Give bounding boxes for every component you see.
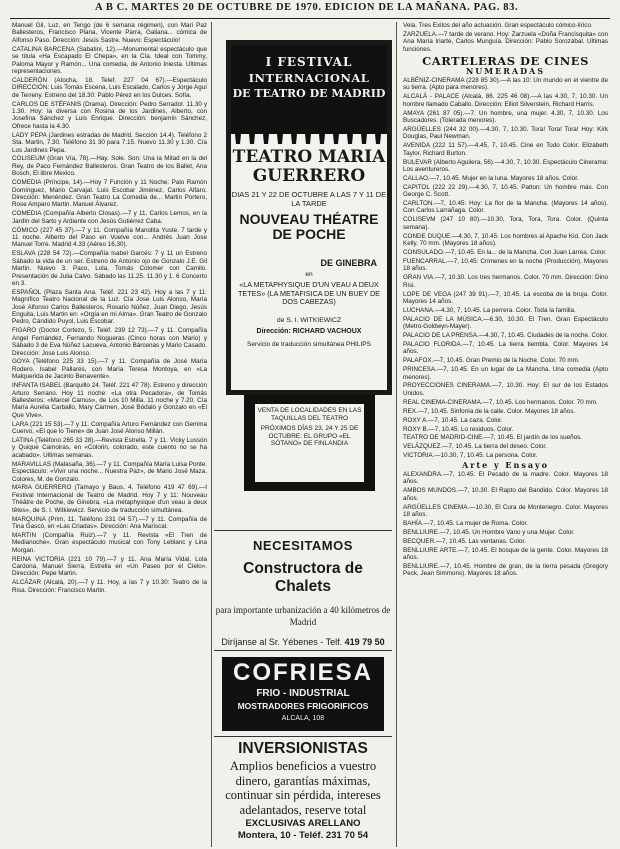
listing-entry: ESLAVA (228 54 72).—Compañía Isabel Garcés: 7 y 11 un Estreno Sábado la vida de un ser. Estreno de Antonio ojo de Gonzalo J.E. Gil Martin. Nuevo 3. Paco, Lola, Tomás Colomer con Camilo. Presentación de Julia Calvo. Sábado las 11.25. 11.30 y 1. 6 Concerto en 3. — [12, 250, 207, 287]
festival-title-line: I FESTIVAL — [265, 55, 353, 69]
cinema-entry: COLISEVM (247 10 80).—10.30, Tora, Tora, Tora. Color. (Quinta semana). — [403, 216, 608, 231]
ad-divider — [214, 736, 392, 737]
cinema-entry: CONDE DUQUE.—4.30, 7, 10.45: Los hombres al Apache Kid. Con Jack Kelly. 70 mm. (Mayores 18 años). — [403, 232, 608, 248]
column-divider — [211, 22, 212, 847]
play-director: Dirección: RICHARD VACHOUX — [256, 328, 362, 335]
ad-contact — [214, 637, 392, 647]
ad-phone: 419 79 50 — [344, 637, 385, 647]
listing-entry: ZARZUELA.—7 tarde de verano. Hoy: Zarzuela «Doña Francisquita» con Ana María Iriarte, Carlos Munguía. Dirección: Pablo Sorozábal. Ultimas funciones. — [403, 30, 608, 53]
theatre-name: TEATRO MARIA GUERRERO — [232, 147, 386, 186]
listing-entry: CÓMICO (227 45 37).—7 y 11. Compañía Manolita Yuste. 7 tarde y 11 noche. Alberto del Paso en Vuelve con... Andrés Juan Jose Manuel Torre. Madrid 4.33 (Aéreo 16,30). — [12, 226, 207, 249]
ad-divider — [214, 530, 392, 531]
listing-entry: ESPAÑOL (Plaza Santa Ana. Teléf. 221 23 42). Hoy a las 7 y 11: Magnífico Teatro Nacional de la Luz. Cía Jose Luis Alonso, María José Alfonso Carlos Ballesteros, Rosario Núñez. Juan Diego, Jesús Enguita, Luis Martin en: «Orgía en mi Alma». Gran Teatro de Gonzalo Pedro, Cándido Puyol, Luis Escobar. — [12, 288, 207, 326]
cinema-entry: FUENCARRAL.—7, 10.45: Crímenes en la noche (Producción). Mayores 18 años. — [403, 257, 608, 273]
cinema-entry: BENLLIURE.—7, 10.45. Hombre de gran, de la tierra pesada (Gregory Peck, Jean Simmons). Mayores 18 años. — [403, 563, 608, 578]
cinema-entry: ALEXANDRA.—7, 10.45: El Pecado de la madre. Color. Mayores 18 años. — [403, 471, 608, 486]
cinema-entry: BENLLIURE.—7, 10.45. Un Hombre Vano y una Mujer. Color. — [403, 528, 575, 536]
listing-entry: CALDERÓN (Atocha, 18. Telef. 227 04 67).—Espectáculo DIRECCIÓN: Luis Tomás Escena, Luis Escalado, Carlos y Jorge Aguí de Terreny. Estreno del 18.30: Pablo Pérez en los Dulces. Sofía. — [12, 76, 207, 99]
cinema-entry: VELÁZQUEZ.—7, 10.45. La tierra del deseo. Color. — [403, 443, 547, 451]
listing-entry: LADY PEPA (Jardines estradas de Madrid. Sección 14.4). Teléfono 2 Sta. Martin, 7.30. Teléfono 31 30 para 7.15. Nuevo 11.30 y 1.30. Cía Los Jardines Pepa. — [12, 131, 207, 154]
ad-line: MOSTRADORES FRIGORIFICOS — [237, 701, 369, 711]
play-title: «LA METAPHYSIQUE D'UN VEAU A DEUX TETES» (LA METAFISICA DE UN BUEY DE DOS CABEZAS) — [238, 280, 380, 307]
listing-entry: REINA VICTORIA (221 10 79).—7 y 11. Ana María Vidal, Lola Cardona, Manuel Sierra, Estrella en «Un Paseo por el Cielo». Dirección: Pepe Martin. — [12, 555, 207, 578]
ad-body: Amplios beneficios a vuestro dinero, garantías máximas, continuar sin pérdida, intereses adelantados, reserve total — [225, 759, 381, 817]
cinema-entry: ARGÜELLES CINEMA.—10.30, El Cura de Montenegro. Color. Mayores 18 años. — [403, 503, 608, 519]
ad-divider — [214, 650, 392, 651]
construction-advertisement — [214, 538, 392, 647]
connector-text: en — [305, 271, 313, 278]
ad-headline: NECESITAMOS — [253, 538, 353, 553]
listing-entry: MARQUINA (Prim, 11. Teléfono 231 04 57).—7 y 11. Compañía de Tina Gascó, en «Las Criadas». Dirección: Ana Mariscal. — [12, 515, 207, 530]
page-header: A B C. MARTES 20 DE OCTUBRE DE 1970. EDICION DE LA MAÑANA. PAG. 83. — [95, 2, 519, 13]
listing-entry: COLISEUM (Gran Vía, 78).—Hay. Sole. Son: Una la Mitad en la del Rey, de Paco Fernández Ballesteros. Gran Teatro de los Ballet, Ana Bosch, El libre Mexico. — [12, 155, 207, 178]
cinema-entry: PRINCESA.—7, 10.45. En un lugar de La Mancha. Una comedia (Apto menores). — [403, 366, 608, 381]
investment-advertisement — [214, 740, 392, 841]
cinema-entry: PALACIO DE LA PRENSA.—4.30, 7, 10.45. Ciudades de la noche. Color. — [403, 332, 608, 340]
play-author: de S. I. WITKIEWICZ — [276, 317, 342, 324]
listing-entry: Manuel Gil, Luz, en Tengo (de 6 semana régimen), con Mari Paz Ballesteros, Francisco Plana, Vicente Parra, Galiana... cómica de Alfonso Paso. Dirección: Jesús Sastre. Nuevo: Espectáculo! — [12, 22, 207, 44]
listing-entry: FIGARO (Doctor Cortezo, 5. Teléf. 239 12 73).—7 y 11. Compañía Angel Fernández, Fernando Nogueras (Cinco horas con Mario) y Sábado 3 de Eva Núñez Lacueva, Antonio Bárcenas y Mario Casado. Dirección: Jose Luis Alonso. — [12, 327, 207, 357]
ad-address: Montera, 10 - Teléf. 231 70 54 — [237, 830, 369, 841]
listing-entry: COMEDIA (Compañía Alberto Closas).—7 y 11. Carlos Lemos, en la Jardín del Sarto y Ardiente con Jesús Gutiérrez Caba. — [12, 210, 207, 225]
cinema-entry: ARGÜELLES (244 32 00).—4.30, 7, 10.30. Tora! Tora! Tora! Hoy: Kirk Douglas, Paul Newman. — [403, 125, 608, 141]
cinema-entry: CARLTON.—7, 10.45: Hoy: La flor de la Mancha. (Mayores 14 años). Con Carlos Larrañaga. Color. — [403, 200, 608, 215]
ad-line: FRIO - INDUSTRIAL — [256, 688, 350, 699]
festival-title-line: INTERNACIONAL — [248, 71, 370, 85]
cinema-entry: ALCALÁ - PALACE (Alcalá, 86. 225 46 08).—A las 4.30, 7, 10.30. Un hombre llamado Caballo. Dirección: Elliot Silverstein, Richard Harris. — [403, 93, 608, 108]
section-title: CARTELERAS DE CINES — [422, 54, 589, 69]
company-city: DE GINEBRA — [320, 258, 377, 268]
listing-entry: COMEDIA (Príncipe, 14).—Hoy 7 Función y 11 Noche: Palo Ramón Domínguez, Mario Carvajal. Luis Escobar Jiménez, Carlos Alfaro. Dirección: Menéndez. Gran Teatro La Comedia de... Martin Portero, Rose Amparo Martin. Manuel Álvarez. — [12, 179, 207, 209]
festival-title-line: DE TEATRO DE MADRID — [232, 87, 386, 100]
cinema-entry: TEATRO DE MADRID-CINE.—7, 10.45. El jardín de los sueños. — [403, 434, 583, 442]
header-rule — [10, 18, 610, 19]
cinema-entry: AVENIDA (222 11 57).—4.45, 7, 10.45. Cine en Todo Color. Elizabeth Taylor, Richard Burton. — [403, 142, 608, 157]
ticket-sales-box — [244, 395, 375, 491]
cinema-entry: AMAYA (261 87 05).—7. Un hombre, una mujer. 4.30, 7, 10.30. Los Buscadores. (Tolerada menores). — [403, 109, 608, 124]
listing-entry: LARA (221 15 53).—7 y 11. Compañía Arturo Fernández con Gemma Cuervo, «El que lo Tiene» de Juan José Alonso Millán. — [12, 420, 207, 436]
ad-address: ALCALA, 108 — [281, 715, 325, 722]
listing-entry: MARTIN (Compañía Ruiz).—7 y 11. Revista «El Tren de Medianoche». Gran espectáculo musical con Tony Leblanc y Lina Morgan. — [12, 531, 207, 554]
ad-subheadline: Constructora de Chalets — [243, 560, 363, 595]
festival-advertisement — [226, 40, 392, 395]
cinema-entry: REAL CINEMA-CINERAMA.—7, 10.45. Los hermanos. Color. 70 mm. — [403, 398, 598, 406]
company-name: NOUVEAU THÉATRE DE POCHE — [239, 211, 379, 242]
ad-headline: INVERSIONISTAS — [238, 740, 368, 757]
cinema-entry: GRAN VIA.—7, 10.30. Los tres hermanos. Color. 70 mm. Dirección: Dino Risi. — [403, 274, 608, 289]
section-subtitle: Arte y Ensayo — [461, 459, 549, 470]
cinema-entry: BECQUER.—7, 10.45. Las ventanas. Color. — [403, 537, 526, 545]
listing-entry: CARLOS DE STÉFANIS (Drama). Dirección: Pedro Serrador. 11.30 y 1.30. Hoy: la diversa con Rosina de los Jardines, Alberto, con Josefina Sánchez y Luis Enrique. Dirección: benjamín Sánchez, Ofrece hasta la 4.30. — [12, 100, 207, 130]
cinema-entry: CAPITOL (222 22 29).—4.30, 7, 10.45. Patton: Un hombre más. Con George C. Scott. — [403, 183, 608, 199]
cinema-entry: AMBOS MUNDOS.—7, 10.30. El Rapto del Bandido. Color. Mayores 18 años. — [403, 487, 608, 502]
ad-body: para importante urbanización a 40 kilómetros de Madrid — [215, 605, 391, 627]
column-divider — [396, 22, 397, 847]
listing-entry: GOYA (Teléfono 225 33 15).—7 y 11. Compañía de José María Rodero. Isabel Pallarés, con María Teresa Montoya, en «La Malquerida de Jacinto Benavente». — [12, 358, 207, 381]
upcoming-info: PRÓXIMOS DÍAS 23, 24 Y 25 DE OCTUBRE: EL GRUPO «EL SÓTANO» DE FINLANDIA — [260, 425, 359, 448]
cofriesa-advertisement — [222, 657, 384, 731]
listing-entry: MARAVILLAS (Malasaña, 36).—7 y 11. Compañía María Luisa Ponte. Espectáculo: «Vivir una noche... Nuestra Paz», de Mario José Maza. Colores, M. de Gonzalo. — [12, 460, 207, 483]
right-column-listings — [403, 22, 608, 847]
listing-entry: ALCÁZAR (Alcalá, 20).—7 y 11. Hoy, a las 7 y 10.30: Teatro de la Risa. Dirección: Francisco Martin. — [12, 579, 207, 594]
decorative-fringe — [231, 128, 387, 146]
left-column-listings — [12, 22, 207, 847]
cinema-entry: BENLLIURE ARTE.—7, 10.45. El bosque de la gente. Color. Mayores 18 años. — [403, 546, 608, 562]
cinema-entry: ALBÉNIZ-CINERAMA (228 85 30).—A las 10: Un mundo en el vientre de su tierra. (Apto para menores). — [403, 76, 608, 92]
cinema-entry: ROXY B.—7, 10.45. Lo residuos. Color. — [403, 425, 514, 433]
cinema-entry: ROXY A.—7, 10.45. La caza. Color. — [403, 416, 503, 424]
listing-entry: CATALINA BARCENA (Sabatini, 12).—Monumental espectáculo que se titula «Ha Escapado El Chepa», en la Cía. Ideal con Tommy, Paloma Mayor y Ramón... Una comedia, de Antonio Iniesta. Ultimas representaciones. — [12, 45, 207, 75]
festival-dates: DIAS 21 Y 22 DE OCTUBRE A LAS 7 Y 11 DE LA TARDE — [231, 190, 387, 208]
cinema-entry: PALACIO FLORIDA.—7, 10.45. La tierra tiembla. Color. Mayores 14 años. — [403, 340, 608, 356]
cinema-entry: CALLAO.—7, 10.45. Mujer en la luna. Mayores 18 años. Color. — [403, 174, 579, 182]
listing-entry: Vela. Tres Éxitos del año actuación. Gran espectáculo cómico-lírico. — [403, 22, 593, 29]
cinema-entry: LOPE DE VEGA (247 39 91).—7, 10.45. La escoba de la bruja. Color. Mayores 14 años. — [403, 290, 608, 305]
cinema-entry: PALAFOX.—7, 10.45. Gran Premio de la Noche. Color. 70 mm. — [403, 357, 580, 365]
festival-title-block — [231, 45, 387, 128]
cinema-entry: PROYECCIONES CINERAMA.—7, 10.30. Hoy: El sur de los Estados Unidos. — [403, 382, 608, 397]
ad-contact-text: Diríjanse al Sr. Yébenes - Telf. — [221, 637, 343, 647]
cinema-entry: REX.—7, 10.45. Sinfonía de la calle. Color. Mayores 18 años. — [403, 407, 576, 415]
cinema-entry: VICTORIA.—10.30, 7, 10.45. La persona. Color. — [403, 452, 538, 460]
cinema-entry: LUCHANA.—4.30, 7, 10.45. La perrera. Color. Toda la familia. — [403, 306, 576, 314]
section-subtitle: NUMERADAS — [465, 65, 546, 76]
brand-name: COFRIESA — [232, 659, 373, 686]
translation-note: Servicio de traducción simultánea PHILIPS — [247, 341, 371, 348]
cinema-entry: BAHÍA.—7, 10.45. La mujer de Roma. Color. — [403, 519, 528, 527]
cinema-entry: CONSULADO.—7, 10.45. En la... de la Mancha. Con Juan Larrea. Color. — [403, 248, 607, 256]
cinema-entry: PALACIO DE LA MÚSICA.—6.30, 10.30. El Tren. Gran Espectáculo (Metro-Goldwyn-Mayer). — [403, 315, 608, 331]
listing-entry: LATINA (Teléfono 265 33 28).—Revista Estrella. 7 y 11. Vicky Lussón y Quique Camoiras, en «Colorin, colorado, este cuento no se ha acabado». Ultimas semanas. — [12, 437, 207, 459]
listing-entry: MARIA GUERRERO (Tamayo y Baus, 4. Teléfono 419 47 69).—I Festival Internacional de Teatro de Madrid. Hoy 7 y 11: Nouveau Théâtre de Poche, de Ginebra, «La métaphysique d'un veau à deux têtes», de S. I. Witkiewicz. Servicio de traducción simultánea. — [12, 484, 207, 514]
listing-entry: INFANTA ISABEL (Barquillo 24. Teléf. 221 47 78). Estreno y dirección Arturo Serrano. Hoy 11 noche: «La otra Pecadora», de Tomás Ballesteros: «Marcel Camus», de Los 10 Milla. 11 noche y 7.20. Cía María Aurelia Carballo, Mary Carmen, José Bódalo y Gonzalo en «El Que Vive». — [12, 382, 207, 419]
ad-company: EXCLUSIVAS ARELLANO — [245, 818, 361, 829]
ticket-info: VENTA DE LOCALIDADES EN LAS TAQUILLAS DEL TEATRO — [257, 407, 362, 422]
cinema-entry: BULEVAR (Alberto Aguilera, 56).—4.30, 7, 10.30. Espectáculo Cinerama: Los aventureros. — [403, 158, 608, 173]
